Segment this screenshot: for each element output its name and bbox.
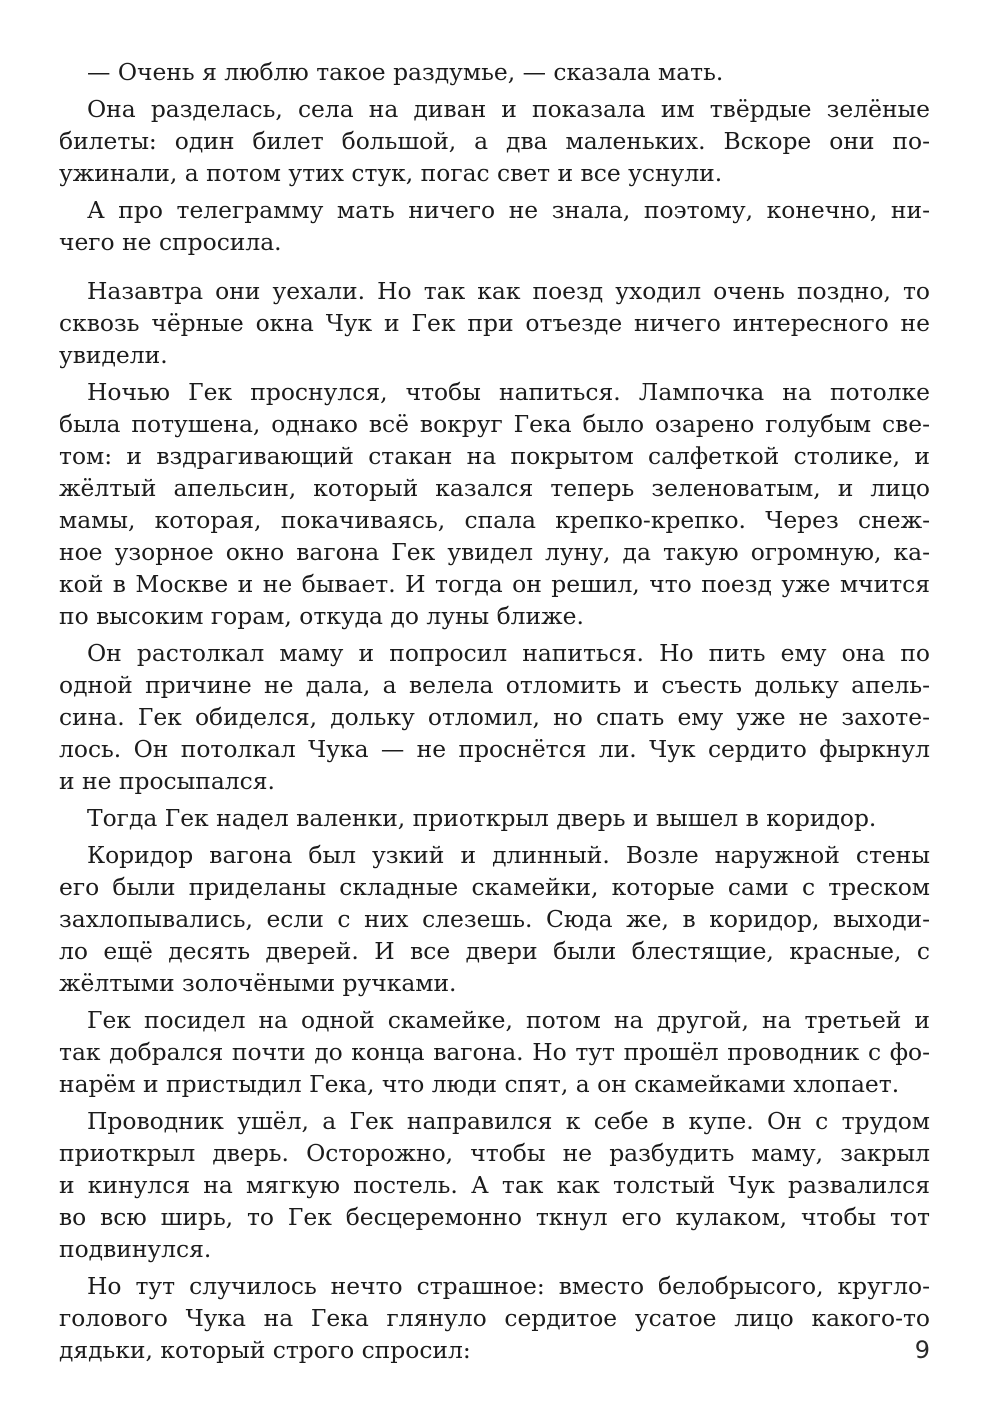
text-line: жёлтый апельсин, который казался теперь зеленоватым, и лицо bbox=[59, 474, 930, 502]
text-line: сина. Гек обиделся, дольку отломил, но спать ему уже не захоте- bbox=[59, 703, 930, 731]
paragraph bbox=[59, 1105, 930, 1265]
text-line: мамы, которая, покачиваясь, спала крепко-крепко. Через снеж- bbox=[59, 506, 930, 534]
text-line: Гек посидел на одной скамейке, потом на другой, на третьей и bbox=[87, 1006, 930, 1034]
text-line: голового Чука на Гека глянуло сердитое усатое лицо какого-то bbox=[59, 1304, 930, 1332]
text-line: том: и вздрагивающий стакан на покрытом салфеткой столике, и bbox=[59, 442, 930, 470]
paragraph bbox=[59, 1270, 930, 1366]
paragraph bbox=[59, 376, 930, 632]
text-line: приоткрыл дверь. Осторожно, чтобы не разбудить маму, закрыл bbox=[59, 1139, 930, 1167]
text-line: Проводник ушёл, а Гек направился к себе в купе. Он с трудом bbox=[87, 1107, 930, 1135]
text-line: Ночью Гек проснулся, чтобы напиться. Лампочка на потолке bbox=[87, 378, 930, 406]
text-line: Коридор вагона был узкий и длинный. Возле наружной стены bbox=[87, 841, 930, 869]
text-line: Тогда Гек надел валенки, приоткрыл дверь и вышел в коридор. bbox=[87, 804, 877, 832]
text-line: Он растолкал маму и попросил напиться. Но пить ему она по bbox=[87, 639, 930, 667]
text-line: кой в Москве и не бывает. И тогда он решил, что поезд уже мчится bbox=[59, 570, 930, 598]
text-line: была потушена, однако всё вокруг Гека было озарено голубым све- bbox=[59, 410, 930, 438]
paragraph bbox=[87, 56, 930, 88]
paragraph bbox=[87, 802, 930, 834]
text-line: одной причине не дала, а велела отломить и съесть дольку апель- bbox=[59, 671, 930, 699]
text-line: дядьки, который строго спросил: bbox=[59, 1336, 471, 1364]
paragraph bbox=[59, 1004, 930, 1100]
text-section-1 bbox=[59, 56, 930, 258]
text-line: А про телеграмму мать ничего не знала, поэтому, конечно, ни- bbox=[87, 196, 930, 224]
text-line: Но тут случилось нечто страшное: вместо белобрысого, кругло- bbox=[87, 1272, 930, 1300]
text-line: билеты: один билет большой, а два маленьких. Вскоре они по- bbox=[59, 127, 930, 155]
text-line: ужинали, а потом утих стук, погас свет и все уснули. bbox=[59, 159, 723, 187]
paragraph bbox=[59, 839, 930, 999]
paragraph bbox=[59, 93, 930, 189]
text-section-2 bbox=[59, 275, 930, 1366]
text-line: жёлтыми золочёными ручками. bbox=[59, 969, 457, 997]
page-number: 9 bbox=[914, 1336, 930, 1364]
text-line: и кинулся на мягкую постель. А так как толстый Чук развалился bbox=[59, 1171, 930, 1199]
text-line: Назавтра они уехали. Но так как поезд уходил очень поздно, то bbox=[87, 277, 930, 305]
text-line: во всю ширь, то Гек бесцеремонно ткнул его кулаком, чтобы тот bbox=[59, 1203, 930, 1231]
text-line: нарём и пристыдил Гека, что люди спят, а он скамейками хлопает. bbox=[59, 1070, 900, 1098]
text-line: подвинулся. bbox=[59, 1235, 212, 1263]
text-line: и не просыпался. bbox=[59, 767, 275, 795]
text-line: ло ещё десять дверей. И все двери были блестящие, красные, с bbox=[59, 937, 930, 965]
text-line: сквозь чёрные окна Чук и Гек при отъезде ничего интересного не bbox=[59, 309, 930, 337]
paragraph bbox=[59, 637, 930, 797]
text-line: по высоким горам, откуда до луны ближе. bbox=[59, 602, 584, 630]
text-line: захлопывались, если с них слезешь. Сюда же, в коридор, выходи- bbox=[59, 905, 930, 933]
text-line: Она разделась, села на диван и показала им твёрдые зелёные bbox=[87, 95, 930, 123]
paragraph bbox=[59, 194, 930, 258]
text-line: чего не спросила. bbox=[59, 228, 282, 256]
text-line: — Очень я люблю такое раздумье, — сказала мать. bbox=[87, 58, 724, 86]
text-line: увидели. bbox=[59, 341, 168, 369]
text-line: ное узорное окно вагона Гек увидел луну, да такую огромную, ка- bbox=[59, 538, 930, 566]
text-line: его были приделаны складные скамейки, которые сами с треском bbox=[59, 873, 930, 901]
text-line: так добрался почти до конца вагона. Но тут прошёл проводник с фо- bbox=[59, 1038, 930, 1066]
text-line: лось. Он потолкал Чука — не проснётся ли. Чук сердито фыркнул bbox=[59, 735, 930, 763]
paragraph bbox=[59, 275, 930, 371]
